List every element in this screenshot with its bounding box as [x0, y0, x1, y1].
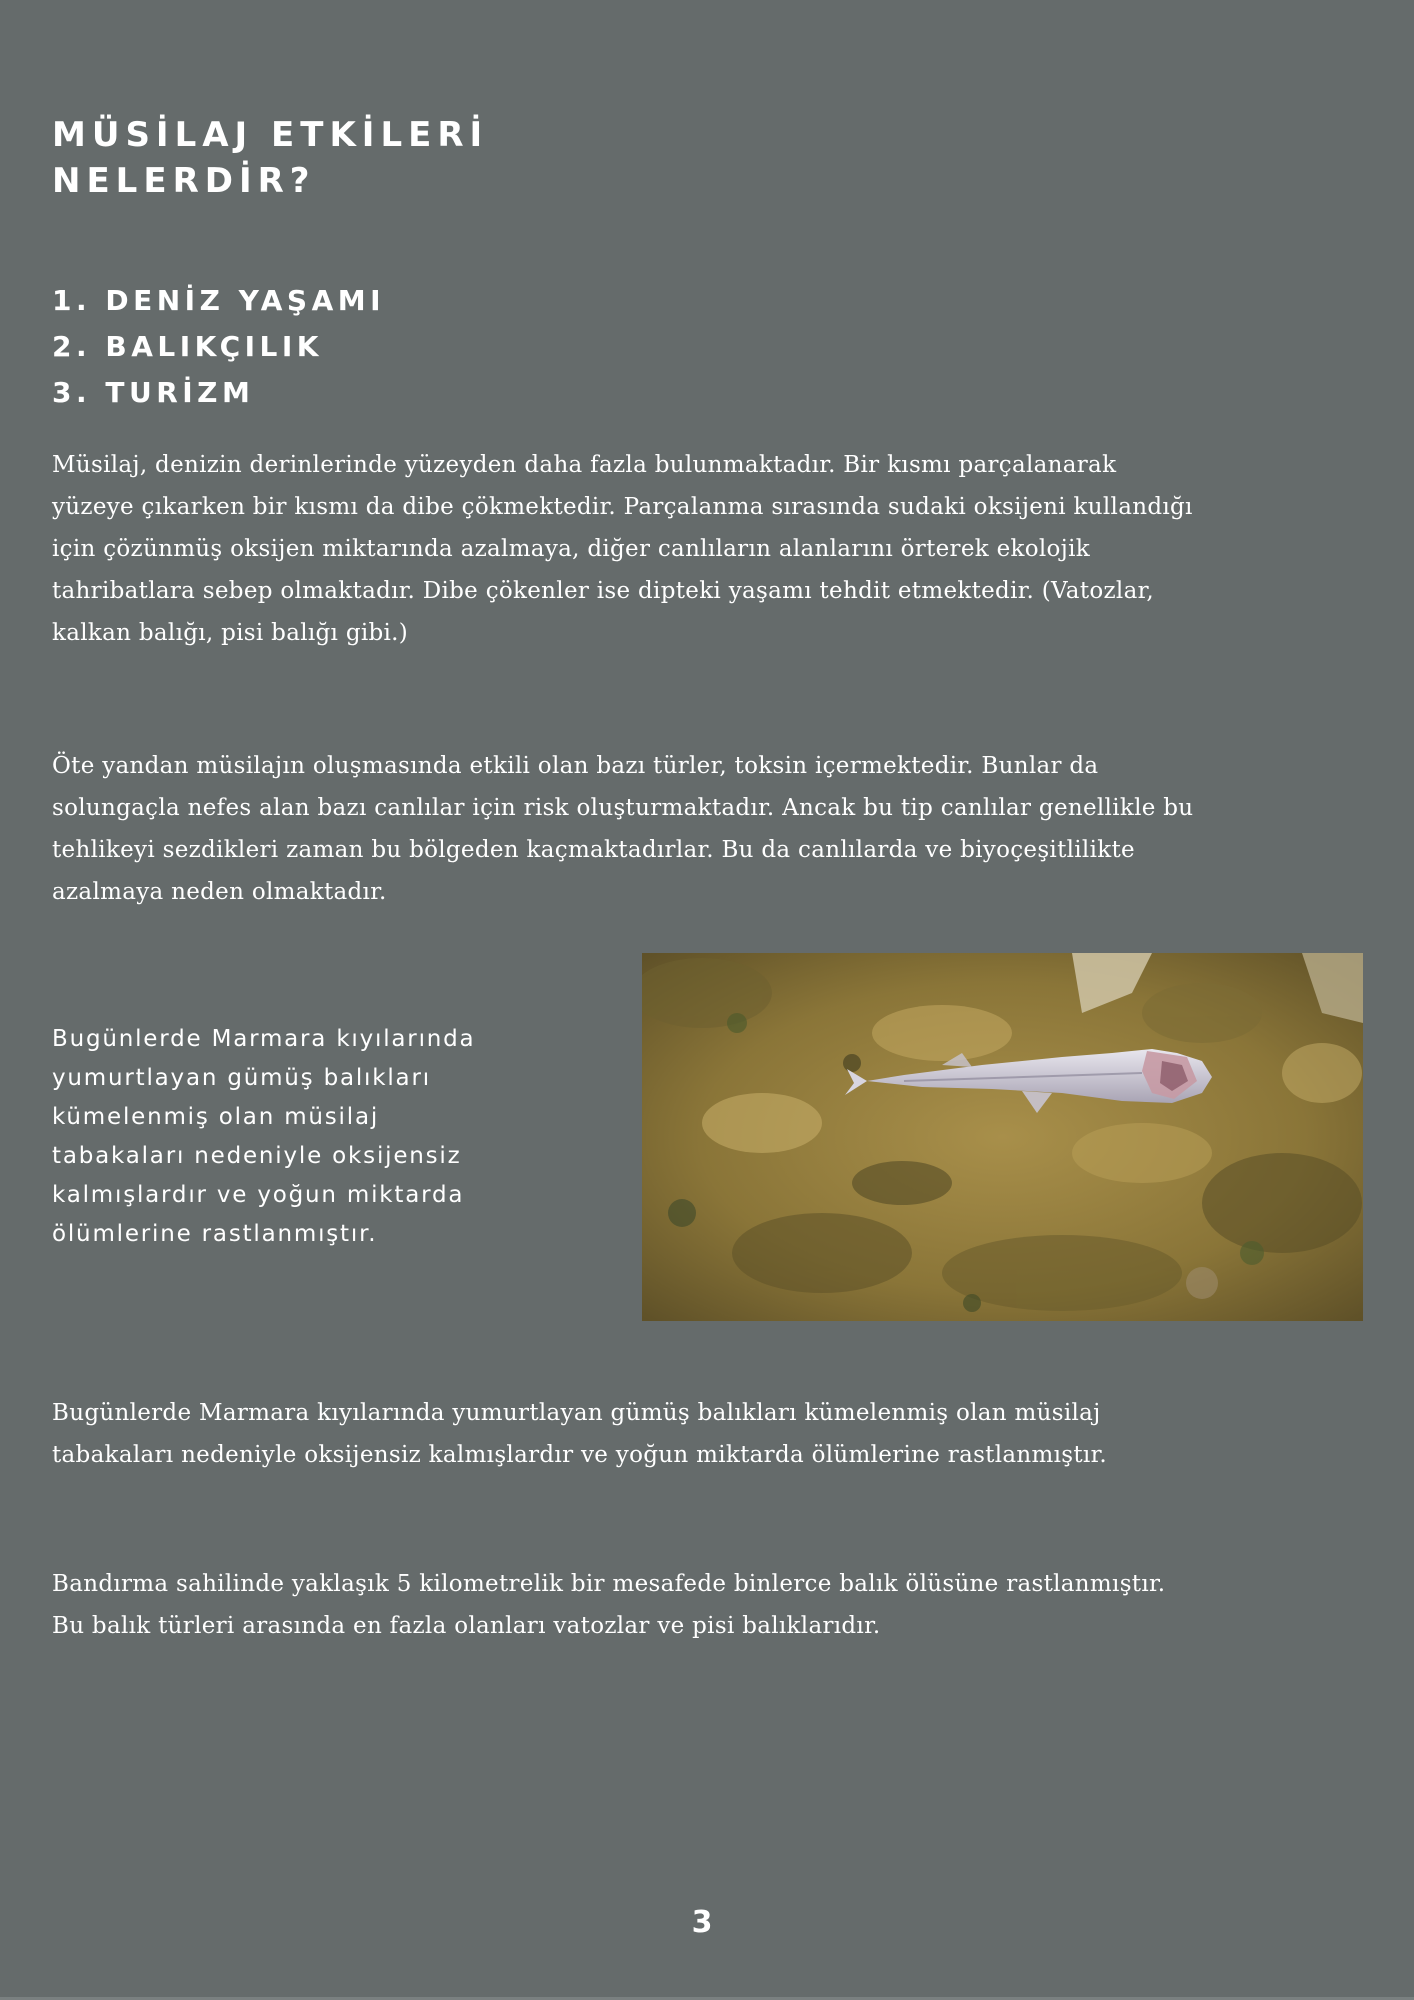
text-line: tahribatlara sebep olmaktadır. Dibe çökenler ise dipteki yaşamı tehdit etmektedir. (Vatozlar,: [52, 578, 1154, 604]
paragraph-toxins: [52, 745, 1372, 913]
page-number: 3: [691, 1905, 713, 1940]
heading-line: NELERDİR?: [52, 161, 316, 201]
text-line: solungaçla nefes alan bazı canlılar için risk oluşturmaktadır. Ancak bu tip canlılar genellikle bu: [52, 795, 1194, 821]
topic-item: 2. BALIKÇILIK: [52, 330, 324, 363]
text-line: azalmaya neden olmaktadır.: [52, 879, 387, 905]
text-line: kalmışlardır ve yoğun miktarda: [52, 1182, 465, 1208]
topic-item: 3. TURİZM: [52, 376, 255, 409]
text-line: kümelenmiş olan müsilaj: [52, 1104, 380, 1130]
text-line: yüzeye çıkarken bir kısmı da dibe çökmektedir. Parçalanma sırasında sudaki oksijeni kullandığı: [52, 494, 1193, 520]
paragraph-silver-fish: [52, 1392, 1372, 1476]
text-line: Öte yandan müsilajın oluşmasında etkili olan bazı türler, toksin içermektedir. Bunlar da: [52, 753, 1099, 779]
topic-list: [52, 278, 385, 416]
text-line: Bu balık türleri arasında en fazla olanları vatozlar ve pisi balıklarıdır.: [52, 1613, 881, 1639]
text-line: tabakaları nedeniyle oksijensiz kalmışlardır ve yoğun miktarda ölümlerine rastlanmıştır.: [52, 1442, 1107, 1468]
text-line: tehlikeyi sezdikleri zaman bu bölgeden kaçmaktadırlar. Bu da canlılarda ve biyoçeşitlilikte: [52, 837, 1135, 863]
text-line: için çözünmüş oksijen miktarında azalmaya, diğer canlıların alanlarını örterek ekolojik: [52, 536, 1090, 562]
text-line: tabakaları nedeniyle oksijensiz: [52, 1143, 462, 1169]
text-line: yumurtlayan gümüş balıkları: [52, 1065, 431, 1091]
text-line: Müsilaj, denizin derinlerinde yüzeyden daha fazla bulunmaktadır. Bir kısmı parçalanarak: [52, 452, 1117, 478]
text-line: Bandırma sahilinde yaklaşık 5 kilometrelik bir mesafede binlerce balık ölüsüne rastlanmıştır.: [52, 1571, 1166, 1597]
paragraph-mucilage-effects: [52, 444, 1372, 654]
heading-line: MÜSİLAJ ETKİLERİ: [52, 115, 489, 155]
text-line: ölümlerine rastlanmıştır.: [52, 1221, 378, 1247]
text-line: Bugünlerde Marmara kıyılarında yumurtlayan gümüş balıkları kümelenmiş olan müsilaj: [52, 1400, 1101, 1426]
dead-fish-photo: [642, 953, 1363, 1321]
text-line: kalkan balığı, pisi balığı gibi.): [52, 620, 409, 646]
paragraph-bandirma: [52, 1563, 1372, 1647]
page-heading: [52, 112, 488, 204]
text-line: Bugünlerde Marmara kıyılarında: [52, 1026, 476, 1052]
topic-item: 1. DENİZ YAŞAMI: [52, 284, 386, 317]
photo-caption: [52, 1020, 572, 1254]
